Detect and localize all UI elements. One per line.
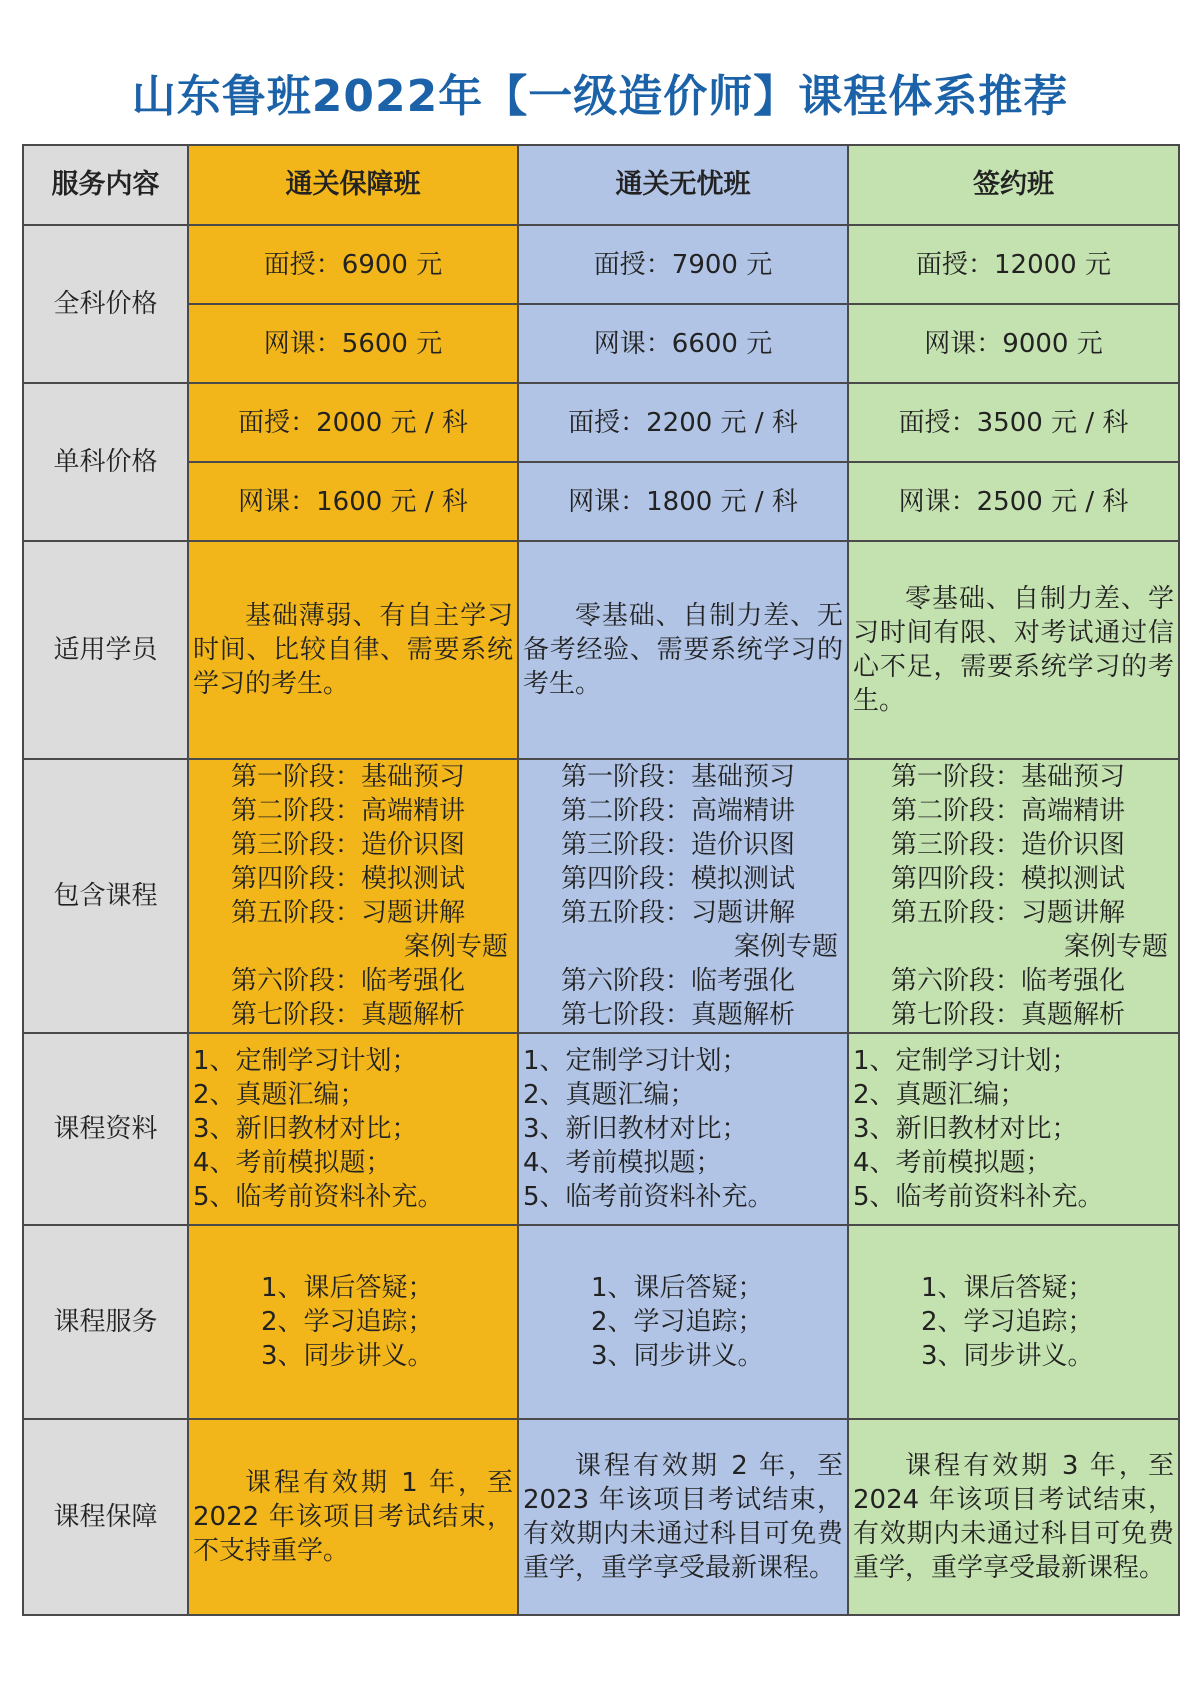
list-item: 3、新旧教材对比； (193, 1114, 418, 1144)
materials-row (23, 1033, 1179, 1225)
courses-list-3 (848, 759, 1179, 1033)
stage-item: 第一阶段：基础预习 (231, 762, 466, 792)
students-2: 零基础、自制力差、无备考经验、需要系统学习的考生。 (518, 541, 848, 759)
single-price-face-2: 面授：2200 元 / 科 (518, 383, 848, 462)
stage-item: 案例专题 (734, 932, 839, 962)
guarantee-3: 课程有效期 3 年，至 2024 年该项目考试结束，有效期内未通过科目可免费重学，重学享受最新课程。 (848, 1419, 1179, 1615)
courses-list-2 (518, 759, 848, 1033)
stage-item: 第四阶段：模拟测试 (231, 864, 466, 894)
services-list-1 (188, 1225, 518, 1419)
courses-row (23, 759, 1179, 1033)
list-item: 1、定制学习计划； (523, 1046, 748, 1076)
full-price-online-2: 网课：6600 元 (518, 304, 848, 383)
header-col-worry-free: 通关无忧班 (518, 145, 848, 225)
stage-item: 第六阶段：临考强化 (891, 966, 1126, 996)
full-price-online-1: 网课：5600 元 (188, 304, 518, 383)
single-price-online-3: 网课：2500 元 / 科 (848, 462, 1179, 541)
full-price-face-3: 面授：12000 元 (848, 225, 1179, 304)
list-item: 1、定制学习计划； (853, 1046, 1078, 1076)
list-item: 3、新旧教材对比； (853, 1114, 1078, 1144)
list-item: 4、考前模拟题； (523, 1148, 722, 1178)
stage-item: 第四阶段：模拟测试 (561, 864, 796, 894)
stage-item: 第五阶段：习题讲解 (891, 898, 1126, 928)
full-price-label: 全科价格 (23, 225, 188, 383)
list-item: 3、同步讲义。 (591, 1341, 764, 1371)
page-title: 山东鲁班2022年【一级造价师】课程体系推荐 (131, 71, 1069, 122)
list-item: 3、同步讲义。 (921, 1341, 1094, 1371)
guarantee-1: 课程有效期 1 年，至 2022 年该项目考试结束，不支持重学。 (188, 1419, 518, 1615)
list-item: 5、临考前资料补充。 (193, 1182, 444, 1212)
stage-item: 案例专题 (1064, 932, 1169, 962)
full-price-face-1: 面授：6900 元 (188, 225, 518, 304)
full-price-face-2: 面授：7900 元 (518, 225, 848, 304)
list-item: 2、真题汇编； (193, 1080, 366, 1110)
single-price-face-3: 面授：3500 元 / 科 (848, 383, 1179, 462)
full-price-row-face (23, 225, 1179, 304)
stage-item: 第七阶段：真题解析 (231, 1000, 466, 1030)
list-item: 2、真题汇编； (523, 1080, 696, 1110)
list-item: 1、课后答疑； (591, 1273, 764, 1303)
students-row (23, 541, 1179, 759)
stage-item: 第三阶段：造价识图 (231, 830, 466, 860)
stage-item: 第三阶段：造价识图 (561, 830, 796, 860)
materials-list-3 (848, 1033, 1179, 1225)
stage-item: 第二阶段：高端精讲 (231, 796, 466, 826)
header-col-contract: 签约班 (848, 145, 1179, 225)
list-item: 2、真题汇编； (853, 1080, 1026, 1110)
list-item: 5、临考前资料补充。 (853, 1182, 1104, 1212)
list-item: 5、临考前资料补充。 (523, 1182, 774, 1212)
stage-item: 案例专题 (404, 932, 509, 962)
course-table (22, 144, 1180, 1616)
list-item: 4、考前模拟题； (853, 1148, 1052, 1178)
list-item: 4、考前模拟题； (193, 1148, 392, 1178)
stage-item: 第五阶段：习题讲解 (231, 898, 466, 928)
list-item: 3、新旧教材对比； (523, 1114, 748, 1144)
list-item: 3、同步讲义。 (261, 1341, 434, 1371)
stage-item: 第六阶段：临考强化 (561, 966, 796, 996)
guarantee-label: 课程保障 (23, 1419, 188, 1615)
list-item: 1、课后答疑； (261, 1273, 434, 1303)
single-price-row-face (23, 383, 1179, 462)
single-price-online-1: 网课：1600 元 / 科 (188, 462, 518, 541)
stage-item: 第四阶段：模拟测试 (891, 864, 1126, 894)
stage-item: 第七阶段：真题解析 (891, 1000, 1126, 1030)
header-row (23, 145, 1179, 225)
full-price-row-online (23, 304, 1179, 383)
stage-item: 第一阶段：基础预习 (891, 762, 1126, 792)
stage-item: 第三阶段：造价识图 (891, 830, 1126, 860)
guarantee-2: 课程有效期 2 年，至 2023 年该项目考试结束，有效期内未通过科目可免费重学，重学享受最新课程。 (518, 1419, 848, 1615)
list-item: 1、课后答疑； (921, 1273, 1094, 1303)
materials-list-2 (518, 1033, 848, 1225)
services-list-2 (518, 1225, 848, 1419)
courses-label: 包含课程 (23, 759, 188, 1033)
stage-item: 第二阶段：高端精讲 (891, 796, 1126, 826)
materials-label: 课程资料 (23, 1033, 188, 1225)
stage-item: 第五阶段：习题讲解 (561, 898, 796, 928)
list-item: 1、定制学习计划； (193, 1046, 418, 1076)
list-item: 2、学习追踪； (261, 1307, 434, 1337)
stage-item: 第二阶段：高端精讲 (561, 796, 796, 826)
list-item: 2、学习追踪； (591, 1307, 764, 1337)
header-service-label: 服务内容 (23, 145, 188, 225)
services-row (23, 1225, 1179, 1419)
stage-item: 第六阶段：临考强化 (231, 966, 466, 996)
header-col-guarantee: 通关保障班 (188, 145, 518, 225)
single-price-face-1: 面授：2000 元 / 科 (188, 383, 518, 462)
single-price-online-2: 网课：1800 元 / 科 (518, 462, 848, 541)
students-label: 适用学员 (23, 541, 188, 759)
full-price-online-3: 网课：9000 元 (848, 304, 1179, 383)
materials-list-1 (188, 1033, 518, 1225)
students-3: 零基础、自制力差、学习时间有限、对考试通过信心不足，需要系统学习的考生。 (848, 541, 1179, 759)
list-item: 2、学习追踪； (921, 1307, 1094, 1337)
guarantee-row (23, 1419, 1179, 1615)
single-price-row-online (23, 462, 1179, 541)
services-list-3 (848, 1225, 1179, 1419)
students-1: 基础薄弱、有自主学习时间、比较自律、需要系统学习的考生。 (188, 541, 518, 759)
stage-item: 第一阶段：基础预习 (561, 762, 796, 792)
stage-item: 第七阶段：真题解析 (561, 1000, 796, 1030)
single-price-label: 单科价格 (23, 383, 188, 541)
courses-list-1 (188, 759, 518, 1033)
services-label: 课程服务 (23, 1225, 188, 1419)
